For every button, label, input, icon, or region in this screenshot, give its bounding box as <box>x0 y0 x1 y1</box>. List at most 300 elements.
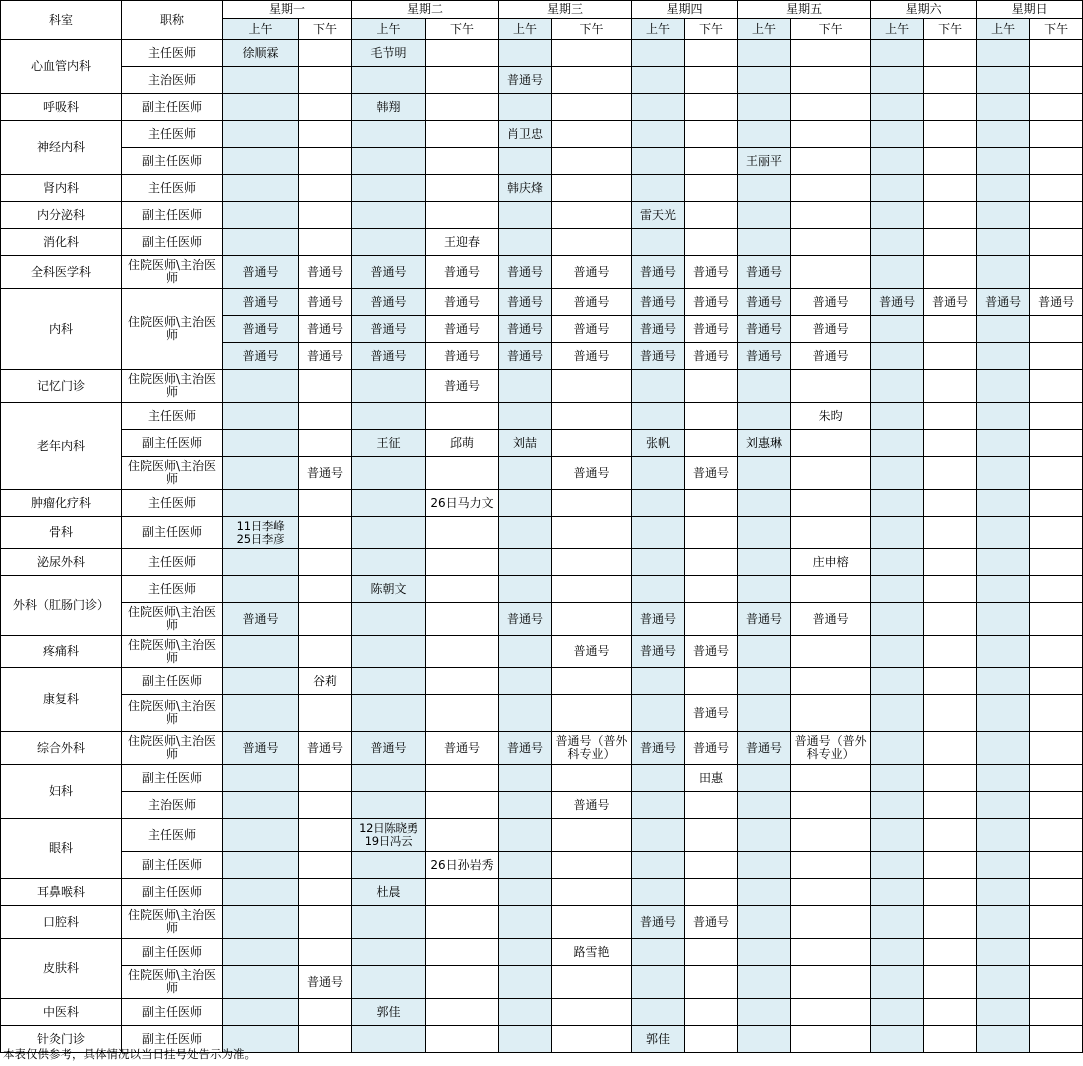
slot-cell <box>632 966 685 999</box>
slot-cell <box>223 939 299 966</box>
slot-cell <box>632 403 685 430</box>
slot-cell <box>352 636 426 668</box>
slot-cell: 普通号 <box>299 966 352 999</box>
slot-cell <box>738 202 791 229</box>
slot-cell <box>685 549 738 576</box>
slot-cell <box>352 852 426 879</box>
slot-cell <box>977 40 1030 67</box>
slot-cell <box>352 121 426 148</box>
slot-cell <box>1030 202 1083 229</box>
slot-cell <box>499 765 552 792</box>
title-cell: 副主任医师 <box>122 517 223 549</box>
table-row <box>1 819 1083 852</box>
slot-cell <box>977 490 1030 517</box>
slot-cell: 普通号 <box>632 732 685 765</box>
slot-cell <box>499 517 552 549</box>
slot-cell <box>299 819 352 852</box>
slot-cell: 韩翔 <box>352 94 426 121</box>
title-cell: 主任医师 <box>122 549 223 576</box>
dept-cell: 消化科 <box>1 229 122 256</box>
slot-cell: 普通号 <box>791 603 871 636</box>
dept-cell: 中医科 <box>1 999 122 1026</box>
slot-cell <box>552 121 632 148</box>
slot-cell <box>499 906 552 939</box>
slot-cell <box>738 403 791 430</box>
slot-cell <box>924 792 977 819</box>
slot-cell <box>685 370 738 403</box>
slot-cell: 普通号 <box>632 636 685 668</box>
slot-cell: 普通号 <box>299 343 352 370</box>
header-am-2: 上午 <box>352 19 426 40</box>
slot-cell <box>552 67 632 94</box>
slot-cell <box>924 343 977 370</box>
slot-cell <box>499 966 552 999</box>
slot-cell <box>499 229 552 256</box>
slot-cell <box>499 549 552 576</box>
slot-cell: 普通号 <box>791 316 871 343</box>
slot-cell <box>791 229 871 256</box>
slot-cell <box>685 202 738 229</box>
slot-cell: 普通号 <box>552 256 632 289</box>
slot-cell <box>552 603 632 636</box>
slot-cell <box>223 403 299 430</box>
slot-cell <box>552 879 632 906</box>
slot-cell: 普通号 <box>552 289 632 316</box>
title-cell: 副主任医师 <box>122 1026 223 1053</box>
slot-cell <box>791 517 871 549</box>
slot-cell <box>791 256 871 289</box>
slot-cell <box>871 229 924 256</box>
slot-cell <box>552 819 632 852</box>
slot-cell: 普通号 <box>499 67 552 94</box>
slot-cell <box>426 636 499 668</box>
slot-cell <box>1030 40 1083 67</box>
slot-cell <box>299 40 352 67</box>
slot-cell <box>791 636 871 668</box>
slot-cell <box>632 695 685 732</box>
slot-cell <box>871 457 924 490</box>
slot-cell: 普通号 <box>685 457 738 490</box>
slot-cell: 普通号 <box>738 732 791 765</box>
slot-cell <box>499 148 552 175</box>
slot-cell <box>223 370 299 403</box>
slot-cell <box>299 1026 352 1053</box>
slot-cell <box>426 603 499 636</box>
slot-cell <box>977 636 1030 668</box>
header-pm-1: 下午 <box>299 19 352 40</box>
slot-cell <box>738 999 791 1026</box>
slot-cell <box>552 852 632 879</box>
slot-cell: 郭佳 <box>352 999 426 1026</box>
slot-cell <box>924 430 977 457</box>
slot-cell: 雷天光 <box>632 202 685 229</box>
table-row <box>1 732 1083 765</box>
slot-cell <box>426 403 499 430</box>
slot-cell <box>924 765 977 792</box>
slot-cell <box>632 852 685 879</box>
slot-cell <box>791 668 871 695</box>
slot-cell <box>299 175 352 202</box>
slot-cell <box>685 67 738 94</box>
slot-cell <box>738 40 791 67</box>
slot-cell: 普通号 <box>632 906 685 939</box>
slot-cell <box>924 732 977 765</box>
slot-cell <box>552 430 632 457</box>
slot-cell <box>685 668 738 695</box>
slot-cell: 普通号 <box>632 603 685 636</box>
slot-cell <box>977 343 1030 370</box>
slot-cell <box>426 879 499 906</box>
slot-cell <box>299 121 352 148</box>
slot-cell <box>977 695 1030 732</box>
slot-cell <box>1030 121 1083 148</box>
table-row <box>1 517 1083 549</box>
slot-cell <box>632 668 685 695</box>
slot-cell <box>924 67 977 94</box>
slot-cell: 杜晨 <box>352 879 426 906</box>
dept-cell: 记忆门诊 <box>1 370 122 403</box>
title-cell: 住院医师\主治医师 <box>122 636 223 668</box>
dept-cell: 综合外科 <box>1 732 122 765</box>
slot-cell <box>426 906 499 939</box>
dept-cell: 内科 <box>1 289 122 370</box>
footnote: 本表仅供参考，具体情况以当日挂号处告示为准。 <box>3 1047 256 1061</box>
slot-cell <box>1030 879 1083 906</box>
slot-cell <box>977 765 1030 792</box>
slot-cell <box>299 67 352 94</box>
header-day-6: 星期六 <box>871 1 977 19</box>
slot-cell <box>924 229 977 256</box>
slot-cell <box>924 121 977 148</box>
slot-cell <box>352 603 426 636</box>
slot-cell <box>1030 256 1083 289</box>
slot-cell <box>871 148 924 175</box>
slot-cell <box>426 457 499 490</box>
slot-cell: 普通号 <box>223 343 299 370</box>
slot-cell <box>791 1026 871 1053</box>
slot-cell <box>1030 316 1083 343</box>
slot-cell <box>685 94 738 121</box>
slot-cell <box>791 906 871 939</box>
slot-cell <box>1030 94 1083 121</box>
slot-cell <box>223 67 299 94</box>
title-cell: 主任医师 <box>122 403 223 430</box>
table-row <box>1 603 1083 636</box>
slot-cell: 普通号 <box>499 732 552 765</box>
dept-cell: 康复科 <box>1 668 122 732</box>
slot-cell: 韩庆烽 <box>499 175 552 202</box>
header-pm-4: 下午 <box>685 19 738 40</box>
slot-cell <box>738 576 791 603</box>
slot-cell <box>1030 966 1083 999</box>
slot-cell <box>977 316 1030 343</box>
slot-cell <box>223 148 299 175</box>
slot-cell <box>552 229 632 256</box>
slot-cell <box>499 819 552 852</box>
slot-cell <box>299 906 352 939</box>
slot-cell: 普通号 <box>299 316 352 343</box>
slot-cell <box>871 1026 924 1053</box>
table-row <box>1 906 1083 939</box>
header-day-2: 星期二 <box>352 1 499 19</box>
slot-cell <box>552 517 632 549</box>
title-cell: 住院医师\主治医师 <box>122 603 223 636</box>
slot-cell <box>685 121 738 148</box>
slot-cell <box>552 668 632 695</box>
slot-cell <box>552 202 632 229</box>
slot-cell <box>871 576 924 603</box>
table-row <box>1 229 1083 256</box>
slot-cell: 普通号（普外科专业） <box>552 732 632 765</box>
slot-cell <box>1030 430 1083 457</box>
slot-cell <box>299 576 352 603</box>
slot-cell: 普通号 <box>685 289 738 316</box>
slot-cell <box>685 40 738 67</box>
slot-cell <box>299 695 352 732</box>
slot-cell <box>632 792 685 819</box>
table-row <box>1 121 1083 148</box>
slot-cell <box>299 94 352 121</box>
slot-cell <box>499 999 552 1026</box>
slot-cell <box>738 906 791 939</box>
slot-cell <box>924 906 977 939</box>
slot-cell <box>352 457 426 490</box>
slot-cell <box>924 256 977 289</box>
slot-cell <box>352 490 426 517</box>
slot-cell <box>1030 576 1083 603</box>
table-row <box>1 636 1083 668</box>
slot-cell: 普通号 <box>499 343 552 370</box>
slot-cell <box>685 403 738 430</box>
dept-cell: 耳鼻喉科 <box>1 879 122 906</box>
slot-cell <box>1030 765 1083 792</box>
slot-cell <box>223 999 299 1026</box>
title-cell: 主治医师 <box>122 67 223 94</box>
slot-cell <box>924 370 977 403</box>
slot-cell: 普通号 <box>223 603 299 636</box>
slot-cell <box>1030 852 1083 879</box>
slot-cell <box>791 40 871 67</box>
slot-cell <box>1030 1026 1083 1053</box>
slot-cell <box>871 792 924 819</box>
table-row <box>1 94 1083 121</box>
slot-cell <box>632 121 685 148</box>
title-cell: 主任医师 <box>122 121 223 148</box>
schedule-body <box>1 1 1083 1053</box>
header-day-4: 星期四 <box>632 1 738 19</box>
slot-cell: 普通号 <box>426 289 499 316</box>
slot-cell <box>426 576 499 603</box>
slot-cell <box>426 819 499 852</box>
dept-cell: 泌尿外科 <box>1 549 122 576</box>
slot-cell <box>352 549 426 576</box>
slot-cell <box>632 576 685 603</box>
slot-cell <box>552 765 632 792</box>
slot-cell <box>1030 906 1083 939</box>
table-row <box>1 457 1083 490</box>
slot-cell: 普通号 <box>685 906 738 939</box>
header-am-6: 上午 <box>871 19 924 40</box>
slot-cell <box>1030 939 1083 966</box>
slot-cell <box>685 175 738 202</box>
slot-cell <box>299 939 352 966</box>
slot-cell <box>685 1026 738 1053</box>
header-row-days <box>1 1 1083 19</box>
slot-cell <box>738 939 791 966</box>
header-am-4: 上午 <box>632 19 685 40</box>
slot-cell <box>426 695 499 732</box>
slot-cell <box>499 202 552 229</box>
slot-cell <box>352 939 426 966</box>
slot-cell <box>685 939 738 966</box>
slot-cell: 普通号 <box>223 316 299 343</box>
slot-cell: 普通号 <box>632 289 685 316</box>
slot-cell: 张帆 <box>632 430 685 457</box>
slot-cell <box>977 1026 1030 1053</box>
table-row <box>1 67 1083 94</box>
slot-cell <box>632 517 685 549</box>
slot-cell: 普通号 <box>223 732 299 765</box>
slot-cell <box>426 792 499 819</box>
dept-cell: 神经内科 <box>1 121 122 175</box>
slot-cell <box>924 175 977 202</box>
slot-cell <box>738 457 791 490</box>
slot-cell <box>299 229 352 256</box>
slot-cell <box>685 576 738 603</box>
slot-cell <box>791 202 871 229</box>
slot-cell <box>1030 175 1083 202</box>
slot-cell <box>871 202 924 229</box>
slot-cell <box>791 852 871 879</box>
slot-cell <box>299 852 352 879</box>
title-cell: 副主任医师 <box>122 202 223 229</box>
slot-cell: 普通号 <box>791 343 871 370</box>
slot-cell <box>738 852 791 879</box>
slot-cell <box>924 94 977 121</box>
slot-cell <box>552 370 632 403</box>
slot-cell <box>223 175 299 202</box>
slot-cell <box>791 765 871 792</box>
slot-cell <box>924 636 977 668</box>
slot-cell <box>552 576 632 603</box>
table-row <box>1 289 1083 316</box>
table-row <box>1 792 1083 819</box>
slot-cell <box>1030 668 1083 695</box>
table-row <box>1 549 1083 576</box>
slot-cell: 普通号 <box>552 457 632 490</box>
table-row <box>1 430 1083 457</box>
slot-cell <box>1030 343 1083 370</box>
slot-cell <box>632 175 685 202</box>
slot-cell <box>977 67 1030 94</box>
slot-cell <box>299 549 352 576</box>
slot-cell: 普通号 <box>499 289 552 316</box>
table-row <box>1 403 1083 430</box>
header-pm-5: 下午 <box>791 19 871 40</box>
slot-cell <box>223 765 299 792</box>
slot-cell <box>632 370 685 403</box>
slot-cell: 田惠 <box>685 765 738 792</box>
slot-cell <box>685 999 738 1026</box>
slot-cell <box>871 370 924 403</box>
slot-cell <box>871 636 924 668</box>
slot-cell <box>426 765 499 792</box>
title-cell: 副主任医师 <box>122 852 223 879</box>
slot-cell <box>1030 403 1083 430</box>
slot-cell <box>632 40 685 67</box>
slot-cell <box>426 966 499 999</box>
slot-cell <box>791 576 871 603</box>
header-am-7: 上午 <box>977 19 1030 40</box>
slot-cell <box>426 202 499 229</box>
slot-cell: 普通号 <box>552 792 632 819</box>
slot-cell <box>871 966 924 999</box>
slot-cell: 普通号 <box>738 316 791 343</box>
dept-cell: 呼吸科 <box>1 94 122 121</box>
slot-cell <box>924 695 977 732</box>
slot-cell <box>299 490 352 517</box>
slot-cell <box>499 636 552 668</box>
dept-cell: 骨科 <box>1 517 122 549</box>
slot-cell <box>632 457 685 490</box>
slot-cell <box>685 490 738 517</box>
slot-cell <box>299 792 352 819</box>
header-day-1: 星期一 <box>223 1 352 19</box>
slot-cell: 普通号 <box>299 256 352 289</box>
slot-cell <box>871 879 924 906</box>
slot-cell <box>223 576 299 603</box>
slot-cell: 普通号 <box>685 636 738 668</box>
slot-cell: 普通号 <box>738 256 791 289</box>
slot-cell <box>426 40 499 67</box>
slot-cell: 普通号 <box>499 256 552 289</box>
slot-cell: 普通号 <box>685 732 738 765</box>
slot-cell <box>632 939 685 966</box>
slot-cell <box>352 792 426 819</box>
slot-cell <box>871 999 924 1026</box>
slot-cell: 普通号 <box>871 289 924 316</box>
slot-cell <box>426 175 499 202</box>
slot-cell <box>791 67 871 94</box>
slot-cell <box>977 457 1030 490</box>
header-dept: 科室 <box>1 1 122 40</box>
slot-cell <box>924 852 977 879</box>
slot-cell: 26日孙岩秀 <box>426 852 499 879</box>
title-cell: 副主任医师 <box>122 148 223 175</box>
title-cell: 主任医师 <box>122 819 223 852</box>
header-am-5: 上午 <box>738 19 791 40</box>
slot-cell <box>223 636 299 668</box>
slot-cell <box>871 121 924 148</box>
slot-cell: 普通号 <box>685 343 738 370</box>
dept-cell: 妇科 <box>1 765 122 819</box>
title-cell: 住院医师\主治医师 <box>122 732 223 765</box>
header-day-5: 星期五 <box>738 1 871 19</box>
slot-cell <box>426 549 499 576</box>
slot-cell: 普通号 <box>632 316 685 343</box>
slot-cell <box>977 732 1030 765</box>
slot-cell: 普通号 <box>426 732 499 765</box>
slot-cell: 普通号 <box>352 343 426 370</box>
title-cell: 副主任医师 <box>122 430 223 457</box>
slot-cell <box>352 229 426 256</box>
slot-cell <box>552 1026 632 1053</box>
header-am-1: 上午 <box>223 19 299 40</box>
slot-cell <box>499 370 552 403</box>
slot-cell <box>977 549 1030 576</box>
slot-cell: 普通号 <box>352 289 426 316</box>
slot-cell <box>924 517 977 549</box>
